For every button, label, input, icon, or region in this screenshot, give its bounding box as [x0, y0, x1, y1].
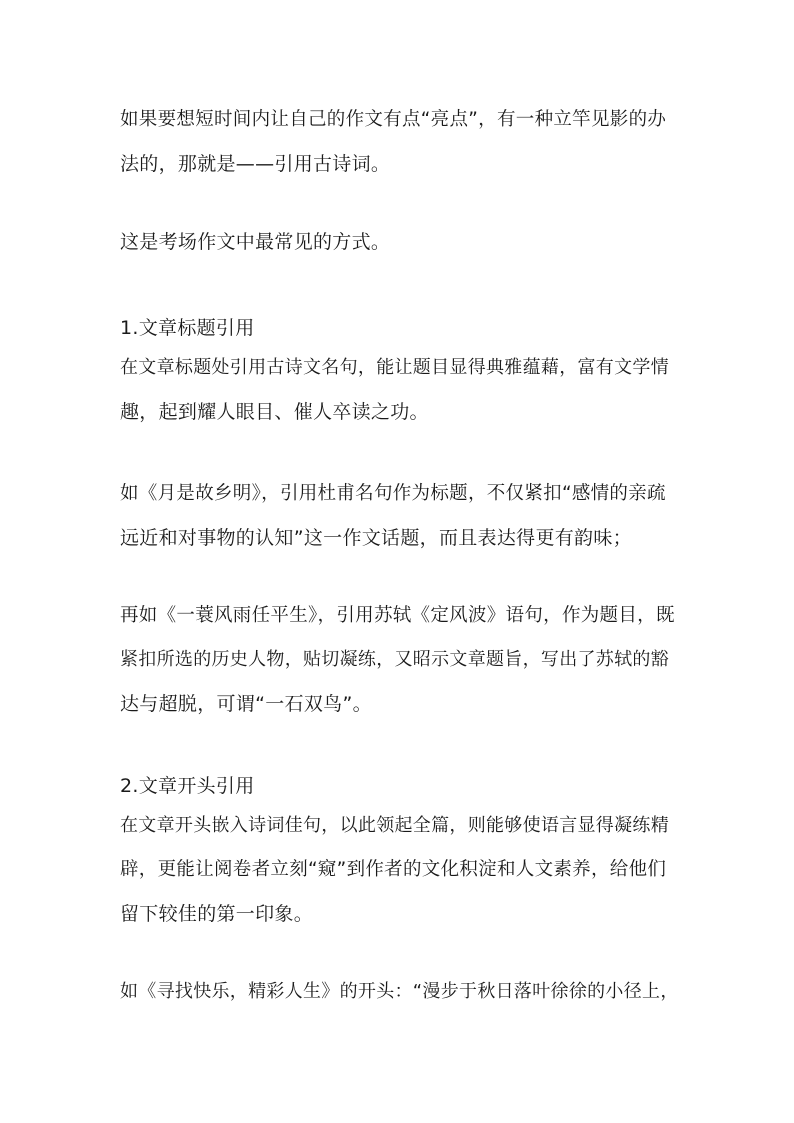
section-heading: 1.文章标题引用 — [120, 317, 255, 339]
text-line: 再如《一蓑风雨任平生》，引用苏轼《定风波》语句，作为题目，既 — [120, 605, 675, 626]
text-line: 在文章标题处引用古诗文名句，能让题目显得典雅蕴藉，富有文学情 — [120, 357, 669, 378]
text-line: 达与超脱，可谓“一石双鸟”。 — [120, 693, 372, 715]
section-heading: 2.文章开头引用 — [120, 775, 255, 797]
text-line: 辟，更能让阅卷者立刻“窥”到作者的文化积淀和人文素养，给他们 — [120, 859, 667, 880]
text-line: 这是考场作文中最常见的方式。 — [120, 231, 391, 253]
text-line: 趣，起到耀人眼目、催人卒读之功。 — [120, 401, 429, 423]
text-line: 在文章开头嵌入诗词佳句，以此领起全篇，则能够使语言显得凝练精 — [120, 815, 669, 836]
text-line: 如《寻找快乐，精彩人生》的开头：“漫步于秋日落叶徐徐的小径上， — [120, 981, 679, 1002]
text-line: 远近和对事物的认知”这一作文话题，而且表达得更有韵味； — [120, 527, 632, 549]
text-line: 留下较佳的第一印象。 — [120, 903, 314, 925]
text-line: 紧扣所选的历史人物，贴切凝练，又昭示文章题旨，写出了苏轼的豁 — [120, 649, 669, 670]
text-line: 如《月是故乡明》，引用杜甫名句作为标题，不仅紧扣“感情的亲疏 — [120, 483, 666, 504]
text-line: 法的，那就是——引用古诗词。 — [120, 153, 391, 175]
text-line: 如果要想短时间内让自己的作文有点“亮点”，有一种立竿见影的办 — [120, 109, 667, 130]
